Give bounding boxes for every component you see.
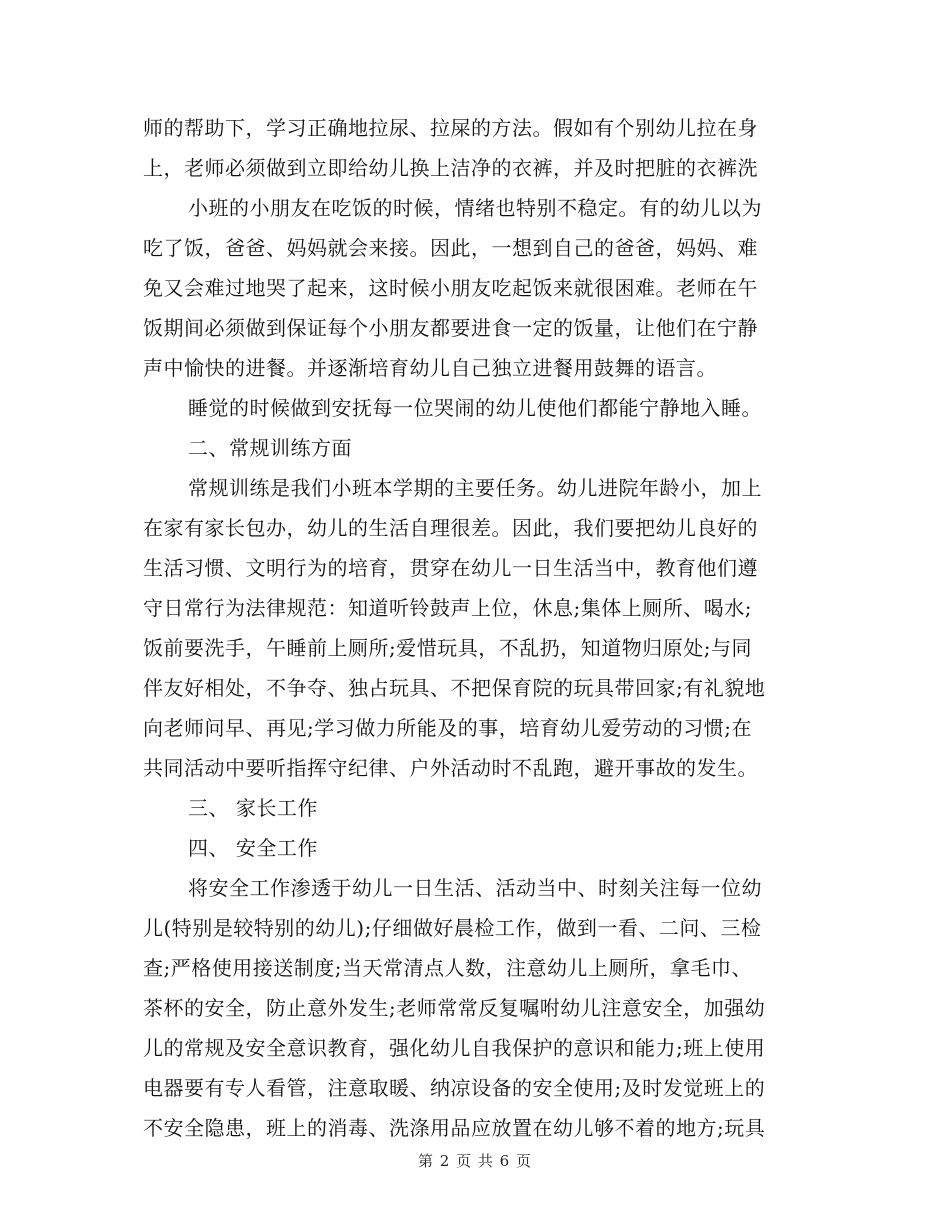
text-line: 儿的常规及安全意识教育，强化幼儿自我保护的意识和能力;班上使用 <box>143 1036 766 1060</box>
document-body <box>143 108 808 1148</box>
text-line: 师的帮助下，学习正确地拉尿、拉屎的方法。假如有个别幼儿拉在身 <box>143 116 758 140</box>
text-line: 饭期间必须做到保证每个小朋友都要进食一定的饭量，让他们在宁静 <box>143 316 758 340</box>
text-line: 茶杯的安全，防止意外发生;老师常常反复嘱咐幼儿注意安全，加强幼 <box>143 996 766 1020</box>
text-line: 电器要有专人看管，注意取暖、纳凉设备的安全使用;及时发觉班上的 <box>143 1076 766 1100</box>
text-line: 免又会难过地哭了起来，这时候小朋友吃起饭来就很困难。老师在午 <box>143 276 758 300</box>
text-line: 三、 家长工作 <box>188 796 318 820</box>
text-line: 吃了饭，爸爸、妈妈就会来接。因此，一想到自己的爸爸，妈妈、难 <box>143 236 758 260</box>
text-line: 常规训练是我们小班本学期的主要任务。幼儿进院年龄小，加上 <box>188 476 762 500</box>
text-line: 饭前要洗手，午睡前上厕所;爱惜玩具，不乱扔，知道物归原处;与同 <box>143 636 752 660</box>
text-line: 二、常规训练方面 <box>188 436 352 460</box>
text-line: 儿(特别是较特别的幼儿);仔细做好晨检工作，做到一看、二问、三检 <box>143 916 762 940</box>
text-line: 生活习惯、文明行为的培育，贯穿在幼儿一日生活当中，教育他们遵 <box>143 556 758 580</box>
text-line: 不安全隐患，班上的消毒、洗涤用品应放置在幼儿够不着的地方;玩具 <box>143 1116 766 1140</box>
page-footer: 第 2 页 共 6 页 <box>418 1152 532 1170</box>
text-line: 声中愉快的进餐。并逐渐培育幼儿自己独立进餐用鼓舞的语言。 <box>143 356 717 380</box>
text-line: 四、 安全工作 <box>188 836 318 860</box>
text-line: 守日常行为法律规范：知道听铃鼓声上位，休息;集体上厕所、喝水; <box>143 596 752 620</box>
text-line: 在家有家长包办，幼儿的生活自理很差。因此，我们要把幼儿良好的 <box>143 516 758 540</box>
text-line: 小班的小朋友在吃饭的时候，情绪也特别不稳定。有的幼儿以为 <box>188 196 762 220</box>
text-line: 伴友好相处，不争夺、独占玩具、不把保育院的玩具带回家;有礼貌地 <box>143 676 766 700</box>
text-line: 向老师问早、再见;学习做力所能及的事，培育幼儿爱劳动的习惯;在 <box>143 716 752 740</box>
text-line: 将安全工作渗透于幼儿一日生活、活动当中、时刻关注每一位幼 <box>188 876 762 900</box>
text-line: 上，老师必须做到立即给幼儿换上洁净的衣裤，并及时把脏的衣裤洗 <box>143 156 758 180</box>
text-line: 睡觉的时候做到安抚每一位哭闹的幼儿使他们都能宁静地入睡。 <box>188 396 762 420</box>
text-line: 查;严格使用接送制度;当天常清点人数，注意幼儿上厕所，拿毛巾、 <box>143 956 752 980</box>
text-line: 共同活动中要听指挥守纪律、户外活动时不乱跑，避开事故的发生。 <box>143 756 758 780</box>
